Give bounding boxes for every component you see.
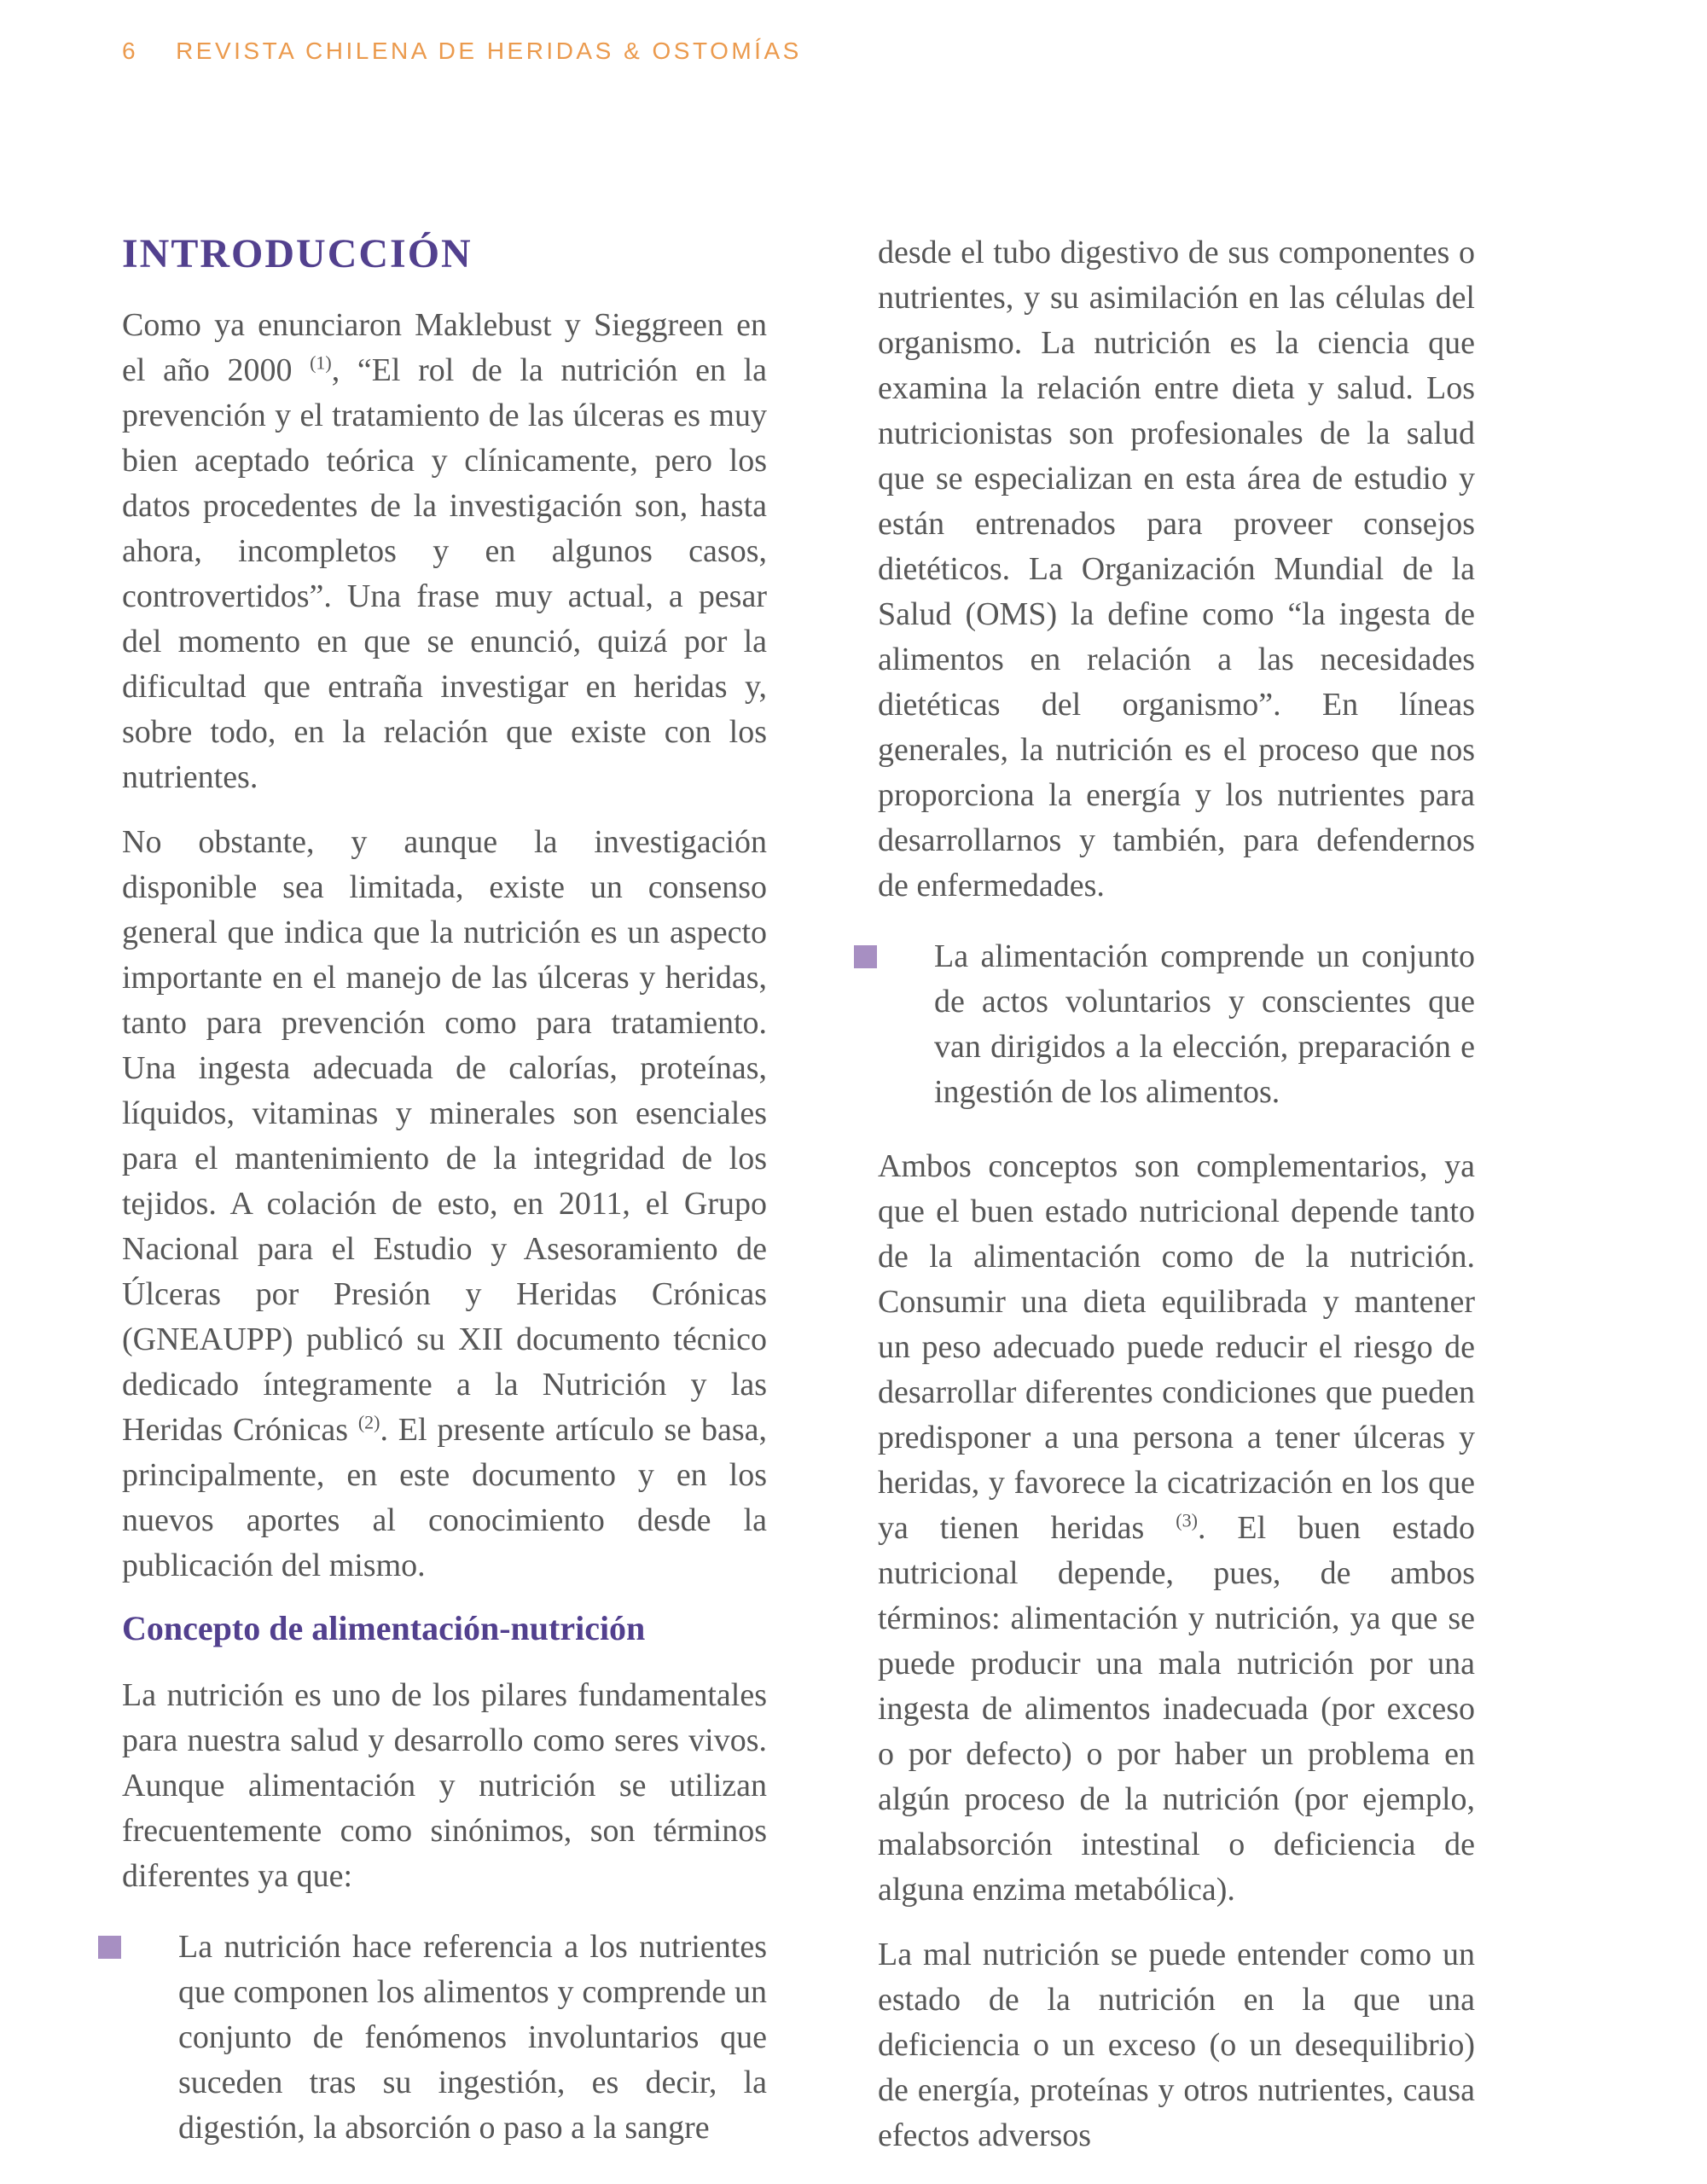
paragraph-text: Como ya enunciaron Maklebust y Sieggreen en el año 2000 <box>122 307 767 388</box>
right-column <box>878 230 1475 2180</box>
concept-subheading: Concepto de alimentación-nutrición <box>122 1609 646 1647</box>
journal-title: REVISTA CHILENA DE HERIDAS & OSTOMÍAS <box>176 38 802 64</box>
bullet-square-icon <box>854 945 877 968</box>
bullet-list <box>122 1925 767 2151</box>
paragraph-text: No obstante, y aunque la investigación disponible sea limitada, existe un consenso general que indica que la nutrición es un aspecto importante en el manejo de las úlceras y heridas, tanto para prevención como para tratamiento. Una ingesta adecuada de calorías, proteínas, líquidos, vitaminas y minerales son esenciales para el mantenimiento de la integridad de los tejidos. A colación de esto, en 2011, el Grupo Nacional para el Estudio y Asesoramiento de Úlceras por Presión y Heridas Crónicas (GNEAUPP) publicó su XII documento técnico dedicado íntegramente a la Nutrición y las Heridas Crónicas <box>122 824 767 1448</box>
paragraph-text: Ambos conceptos son complementarios, ya que el buen estado nutricional depende tanto de la alimentación como de la nutrición. Consumir una dieta equilibrada y mantener un peso adecuado puede reducir el riesgo de desarrollar diferentes condiciones que pueden predisponer a una persona a tener úlceras y heridas, y favorece la cicatrización en los que ya tienen heridas <box>878 1148 1475 1546</box>
list-item-text: La nutrición hace referencia a los nutrientes que componen los alimentos y comprende un conjunto de fenómenos involuntarios que suceden tras su ingestión, es decir, la digestión, la absorción o paso a la sangre <box>178 1929 767 2146</box>
paragraph-text: , “El rol de la nutrición en la prevención y el tratamiento de las úlceras es muy bien aceptado teórica y clínicamente, pero los datos procedentes de la investigación son, hasta ahora, incompletos y en algunos casos, controvertidos”. Una frase muy actual, a pesar del momento en que se enunció, quizá por la dificultad que entraña investigar en heridas y, sobre todo, en la relación que existe con los nutrientes. <box>122 352 767 795</box>
complementary-concepts-paragraph <box>878 1144 1475 1913</box>
reference-superscript-1: (1) <box>310 351 332 374</box>
page-header <box>122 38 802 65</box>
list-item <box>878 934 1475 1115</box>
intro-heading: INTRODUCCIÓN <box>122 231 473 276</box>
page-number: 6 <box>122 38 139 64</box>
intro-paragraph-2 <box>122 820 767 1589</box>
paragraph-text: . El presente artículo se basa, principalmente, en este documento y en los nuevos aportes al conocimiento desde la publicación del mismo. <box>122 1412 767 1583</box>
intro-paragraph-1 <box>122 303 767 800</box>
paragraph-text: . El buen estado nutricional depende, pues, de ambos términos: alimentación y nutrición, ya que se puede producir una mala nutrición por una ingesta de alimentos inadecuada (por exceso o por defecto) o por haber un problema en algún proceso de la nutrición (por ejemplo, malabsorción intestinal o deficiencia de alguna enzima metabólica). <box>878 1510 1475 1908</box>
malnutrition-paragraph: La mal nutrición se puede entender como un estado de la nutrición en la que una deficiencia o un exceso (o un desequilibrio) de energía, proteínas y otros nutrientes, causa efectos adversos <box>878 1937 1475 2153</box>
list-item <box>122 1925 767 2151</box>
reference-superscript-2: (2) <box>357 1411 380 1433</box>
two-column-layout <box>122 230 1475 2180</box>
concept-paragraph: La nutrición es uno de los pilares fundamentales para nuestra salud y desarrollo como seres vivos. Aunque alimentación y nutrición se utilizan frecuentemente como sinónimos, son términos diferentes ya que: <box>122 1677 767 1894</box>
left-column <box>122 230 767 2180</box>
bullet-list <box>878 934 1475 1115</box>
reference-superscript-3: (3) <box>1176 1509 1198 1531</box>
bullet-square-icon <box>98 1936 121 1959</box>
list-item-text: La alimentación comprende un conjunto de actos voluntarios y conscientes que van dirigidos a la elección, preparación e ingestión de los alimentos. <box>934 938 1475 1110</box>
nutrition-continuation-paragraph: desde el tubo digestivo de sus componentes o nutrientes, y su asimilación en las células del organismo. La nutrición es la ciencia que examina la relación entre dieta y salud. Los nutricionistas son profesionales de la salud que se especializan en esta área de estudio y están entrenados para proveer consejos dietéticos. La Organización Mundial de la Salud (OMS) la define como “la ingesta de alimentos en relación a las necesidades dietéticas del organismo”. En líneas generales, la nutrición es el proceso que nos proporciona la energía y los nutrientes para desarrollarnos y también, para defendernos de enfermedades. <box>878 235 1475 903</box>
